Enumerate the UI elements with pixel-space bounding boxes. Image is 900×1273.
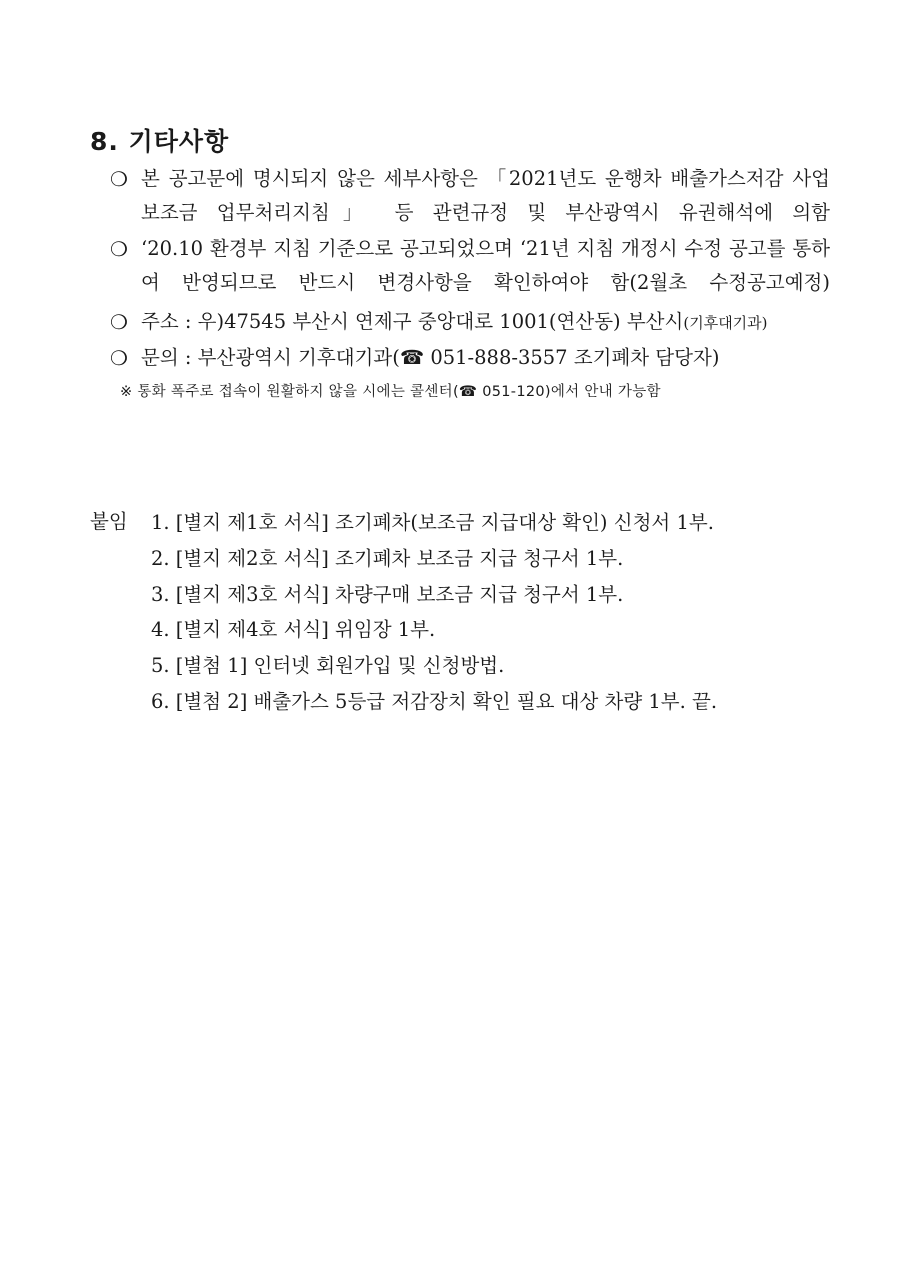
circle-bullet-icon: ❍ [110, 310, 128, 334]
note-prefix: ※ 통화 폭주로 접속이 원활하지 않을 시에는 콜센터( [120, 384, 459, 400]
attachment-item: 4. [별지 제4호 서식] 위임장 1부. [151, 618, 436, 642]
circle-bullet-icon: ❍ [110, 237, 128, 261]
contact-prefix: 문의 : 부산광역시 기후대기과( [141, 346, 400, 369]
bullet-item-guideline [110, 232, 830, 300]
note-suffix: 051-120)에서 안내 가능함 [477, 384, 661, 400]
section-title: 8. 기타사항 [90, 127, 230, 156]
phone-icon: ☎ [458, 384, 478, 400]
circle-bullet-icon: ❍ [110, 346, 128, 370]
attachment-item: 5. [별첨 1] 인터넷 회원가입 및 신청방법. [151, 654, 505, 678]
attachments-list [151, 505, 717, 720]
attachment-item: 3. [별지 제3호 서식] 차량구매 보조금 지급 청구서 1부. [151, 582, 624, 606]
bullet-item-regulation [110, 162, 830, 230]
bullet-item-address [110, 305, 830, 340]
attachment-item: 1. [별지 제1호 서식] 조기폐차(보조금 지급대상 확인) 신청서 1부. [151, 511, 714, 534]
phone-icon: ☎ [399, 346, 425, 369]
attachments-label: 붙임 [90, 510, 128, 533]
callcenter-note [120, 380, 661, 401]
bullet-item-contact [110, 341, 830, 375]
bullet-text: ‘20.10 환경부 지침 기준으로 공고되었으며 ‘21년 지침 개정시 수정 공고를 통하여 반영되므로 반드시 변경사항을 확인하여야 함(2월초 수정공고예정) [141, 237, 830, 294]
address-dept: (기후대기과) [683, 314, 768, 332]
circle-bullet-icon: ❍ [110, 167, 128, 191]
contact-text [141, 341, 830, 375]
attachment-item: 2. [별지 제2호 서식] 조기폐차 보조금 지급 청구서 1부. [151, 546, 624, 570]
attachment-item: 6. [별첨 2] 배출가스 5등급 저감장치 확인 필요 대상 차량 1부. 끝. [151, 689, 718, 713]
address-text [141, 305, 830, 340]
bullet-text: 본 공고문에 명시되지 않은 세부사항은 「2021년도 운행차 배출가스저감 사업 보조금 업무처리지침」 등 관련규정 및 부산광역시 유권해석에 의함 [141, 167, 830, 224]
contact-number: 051-888-3557 조기폐차 담당자) [424, 346, 720, 369]
address-main: 주소 : 우)47545 부산시 연제구 중앙대로 1001(연산동) 부산시 [141, 310, 684, 333]
